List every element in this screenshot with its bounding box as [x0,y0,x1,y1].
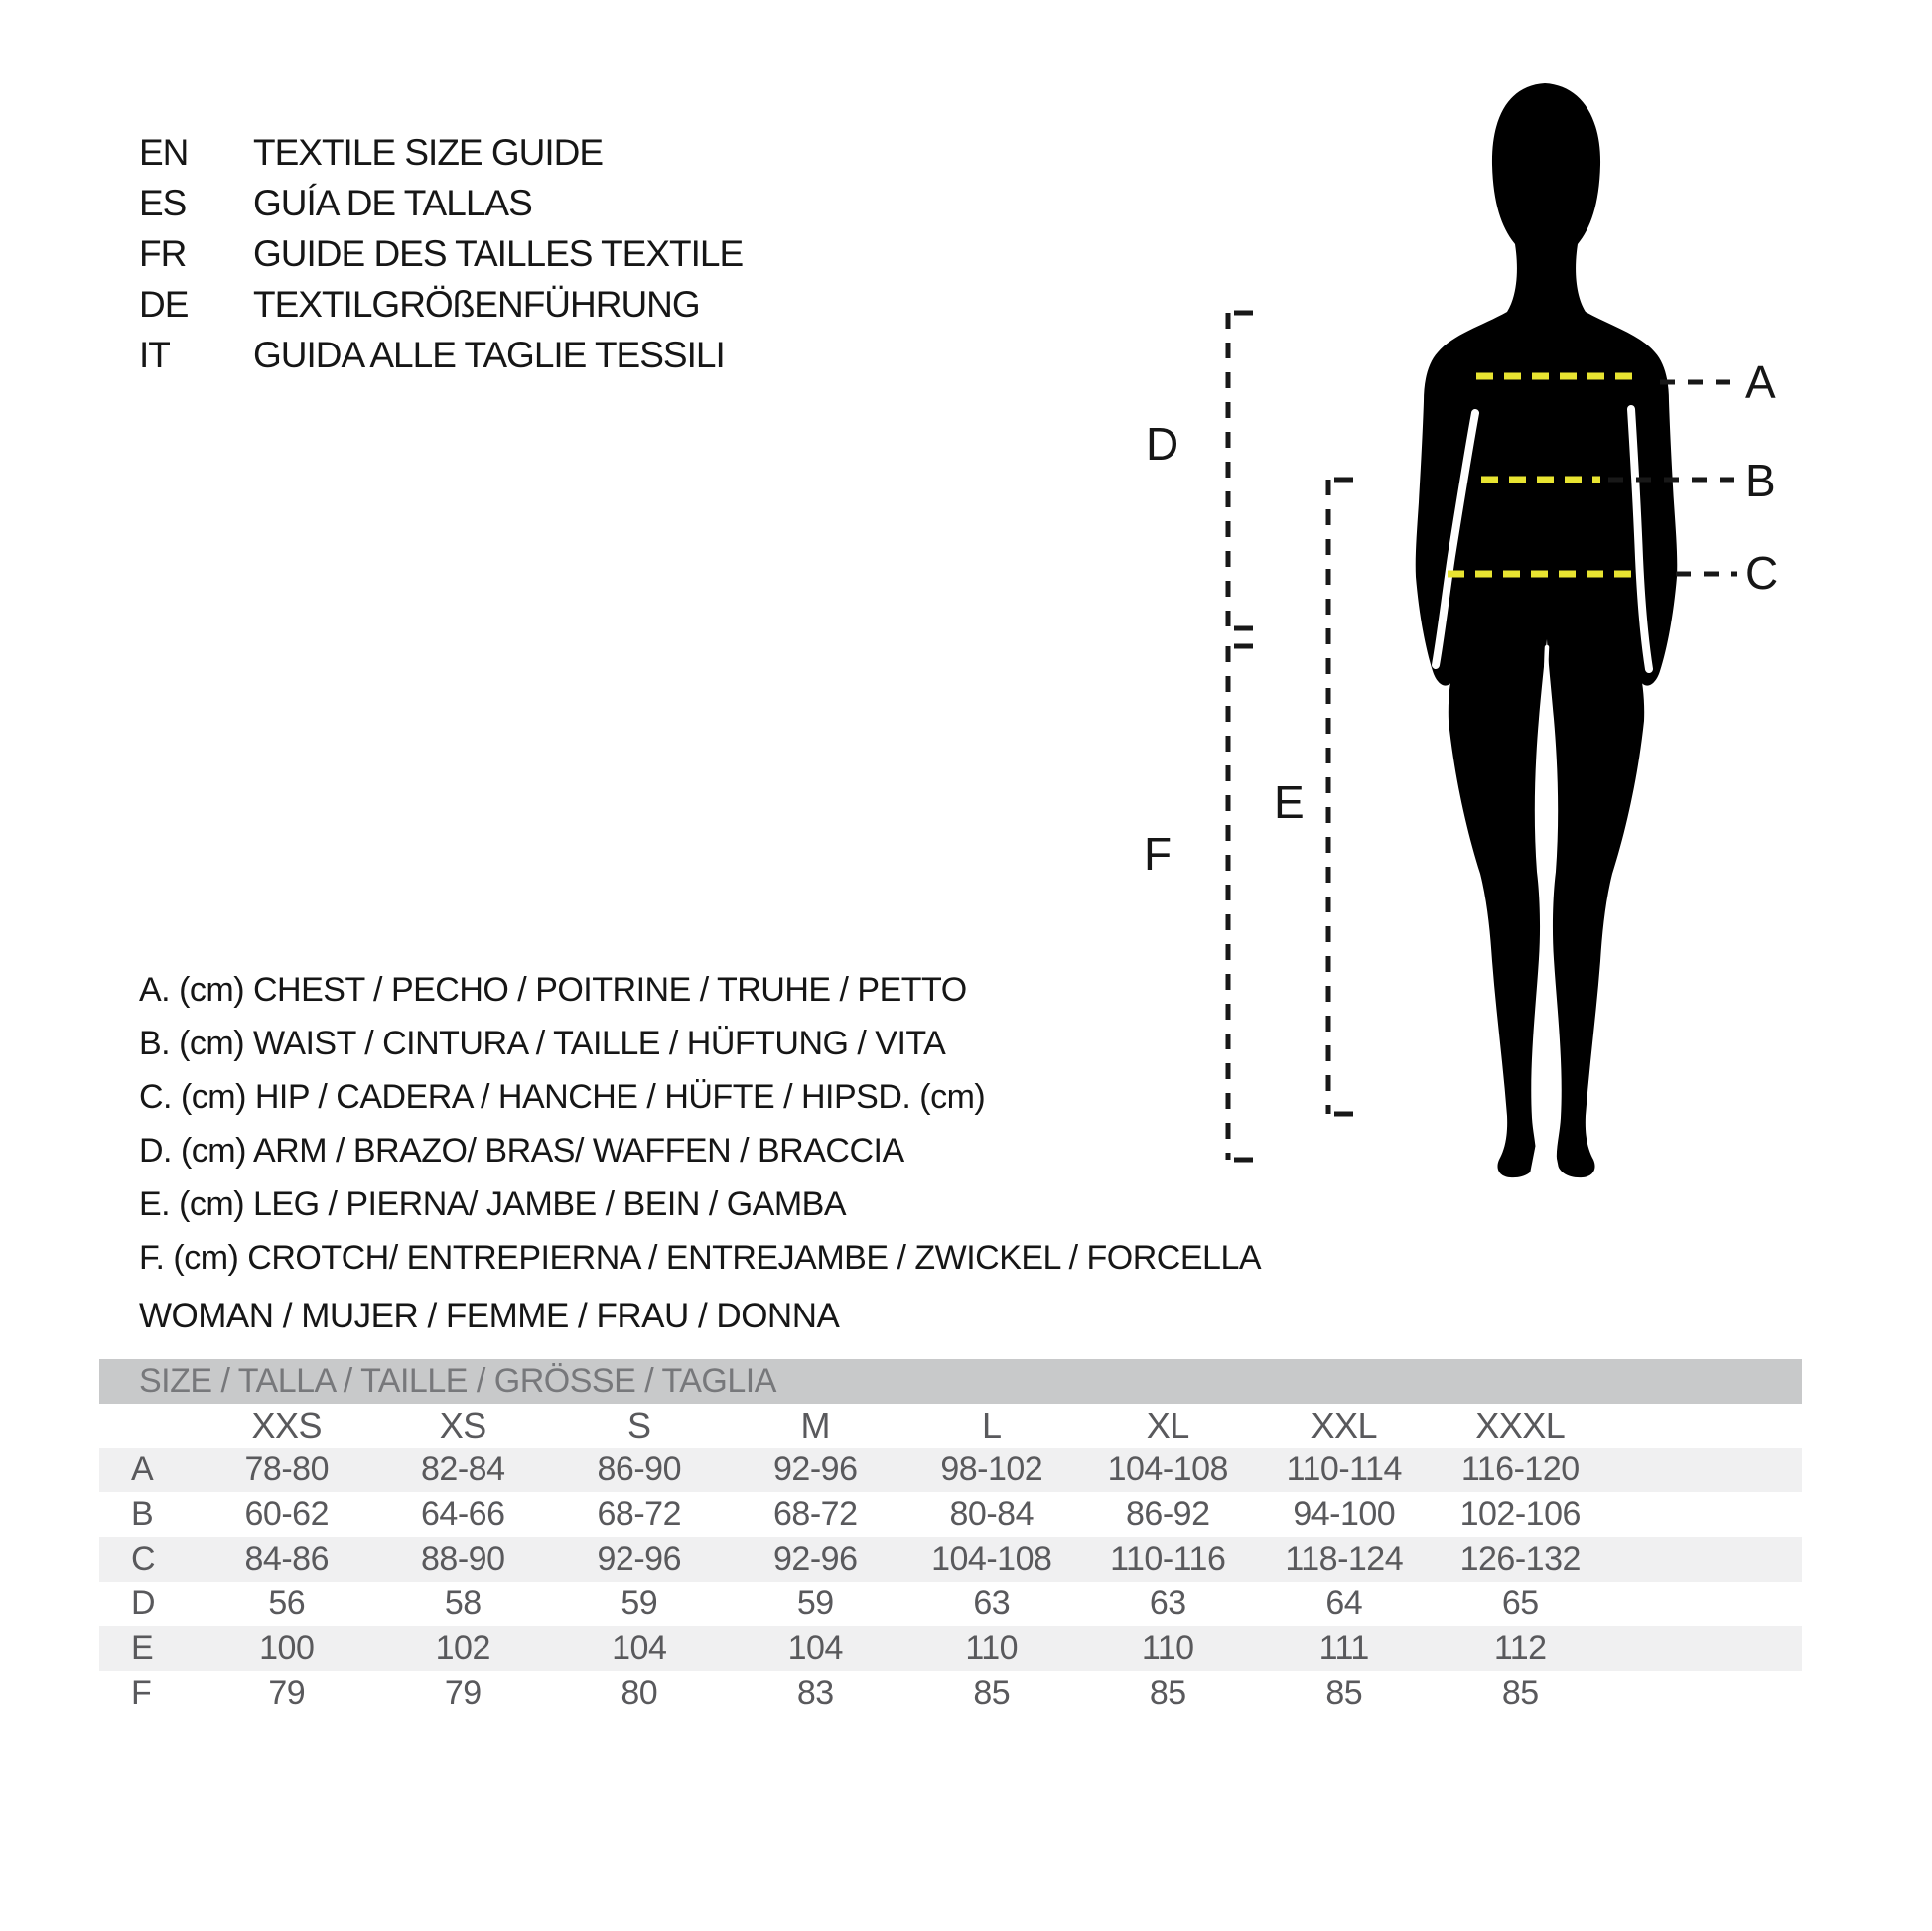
table-cell: 104 [787,1629,843,1667]
table-cell: 104 [612,1629,667,1667]
table-cell: 110-116 [1110,1540,1226,1578]
table-cell: 79 [444,1674,482,1712]
table-cell: 64-66 [421,1495,505,1533]
language-row [139,127,743,178]
table-row [99,1492,1802,1537]
guide-title: TEXTILE SIZE GUIDE [253,132,604,173]
language-guide [139,127,743,380]
guide-title: GUIDE DES TAILLES TEXTILE [253,233,744,274]
row-label: F [131,1674,152,1712]
label-hip-c: C [1745,547,1778,599]
language-code: ES [139,183,187,223]
language-code: IT [139,335,170,375]
language-row [139,279,743,330]
guide-title: GUÍA DE TALLAS [253,183,532,223]
table-cell: 83 [796,1674,834,1712]
table-cell: 110 [1141,1629,1194,1667]
table-row [99,1671,1802,1716]
table-cell: 104-108 [931,1540,1052,1578]
table-row [99,1537,1802,1582]
table-cell: 60-62 [244,1495,329,1533]
table-cell: 56 [268,1585,306,1622]
table-cell: 92-96 [597,1540,681,1578]
table-cell: 63 [973,1585,1011,1622]
language-row [139,228,743,279]
table-cell: 92-96 [773,1540,858,1578]
language-code: DE [139,284,189,325]
table-cell: 112 [1493,1629,1547,1667]
table-cell: 59 [796,1585,834,1622]
leg-gap [1544,647,1547,1152]
row-label: A [131,1450,154,1488]
table-cell: 85 [1149,1674,1186,1712]
table-cell: 86-90 [597,1450,681,1488]
table-cell: 79 [268,1674,306,1712]
table-cell: 92-96 [773,1450,858,1488]
table-cell: 63 [1149,1585,1186,1622]
label-chest-a: A [1745,356,1775,408]
table-cell: 104-108 [1107,1450,1228,1488]
table-cell: 102 [435,1629,490,1667]
table-row [99,1626,1802,1671]
guide-title: TEXTILGRÖßENFÜHRUNG [253,284,700,325]
label-crotch-f: F [1144,828,1172,880]
column-header: XL [1146,1405,1189,1446]
column-header: XXL [1311,1405,1378,1446]
table-row [99,1448,1802,1492]
table-cell: 116-120 [1460,1450,1580,1488]
legend-item: B. (cm) WAIST / CINTURA / TAILLE / HÜFTUNG / VITA [139,1025,946,1062]
table-row [99,1582,1802,1626]
table-cell: 102-106 [1459,1495,1581,1533]
table-cell: 110 [965,1629,1019,1667]
table-cell: 98-102 [940,1450,1043,1488]
measurement-legend [139,963,1261,1285]
column-header: XXS [251,1405,323,1446]
table-cell: 88-90 [421,1540,505,1578]
table-cell: 100 [259,1629,315,1667]
size-table [99,1359,1802,1716]
column-header: XXXL [1475,1405,1566,1446]
table-cell: 110-114 [1286,1450,1402,1488]
table-cell: 58 [444,1585,482,1622]
ankle-gap [1530,1098,1560,1173]
table-cell: 78-80 [244,1450,329,1488]
table-cell: 65 [1501,1585,1539,1622]
label-leg-e: E [1274,776,1304,828]
legend-item: C. (cm) HIP / CADERA / HANCHE / HÜFTE / HIPSD. (cm) [139,1078,986,1116]
table-cell: 80 [621,1674,658,1712]
table-cell: 68-72 [597,1495,681,1533]
language-row [139,178,743,228]
table-cell: 86-92 [1126,1495,1210,1533]
table-cell: 82-84 [421,1450,505,1488]
row-label: E [131,1629,154,1667]
table-cell: 94-100 [1293,1495,1396,1533]
language-row [139,330,743,380]
guide-title: GUIDA ALLE TAGLIE TESSILI [253,335,725,375]
column-header: XS [439,1405,486,1446]
language-code: EN [139,132,189,173]
table-cell: 64 [1325,1585,1363,1622]
legend-item: A. (cm) CHEST / PECHO / POITRINE / TRUHE / PETTO [139,971,967,1009]
table-cell: 84-86 [244,1540,329,1578]
row-label: C [131,1540,156,1578]
table-header-band: SIZE / TALLA / TAILLE / GRÖSSE / TAGLIA [99,1359,1802,1404]
column-header: M [800,1405,830,1446]
table-cell: 85 [1325,1674,1363,1712]
legend-item: F. (cm) CROTCH/ ENTREPIERNA / ENTREJAMBE / ZWICKEL / FORCELLA [139,1239,1262,1277]
table-cell: 85 [973,1674,1011,1712]
column-header: L [981,1405,1002,1446]
table-cell: 118-124 [1285,1540,1404,1578]
table-cell: 68-72 [773,1495,858,1533]
language-code: FR [139,233,187,274]
table-cell: 59 [621,1585,658,1622]
table-cell: 126-132 [1459,1540,1581,1578]
column-header-row [99,1404,1802,1448]
legend-item: D. (cm) ARM / BRAZO/ BRAS/ WAFFEN / BRACCIA [139,1132,904,1170]
row-label: D [131,1585,156,1622]
label-arm-d: D [1146,418,1178,470]
table-cell: 85 [1501,1674,1539,1712]
column-header: S [626,1405,651,1446]
gender-heading: WOMAN / MUJER / FEMME / FRAU / DONNA [139,1297,840,1335]
table-cell: 111 [1318,1629,1369,1667]
legend-item: E. (cm) LEG / PIERNA/ JAMBE / BEIN / GAMBA [139,1185,847,1223]
row-label: B [131,1495,154,1533]
table-cell: 80-84 [949,1495,1034,1533]
label-waist-b: B [1745,455,1775,506]
